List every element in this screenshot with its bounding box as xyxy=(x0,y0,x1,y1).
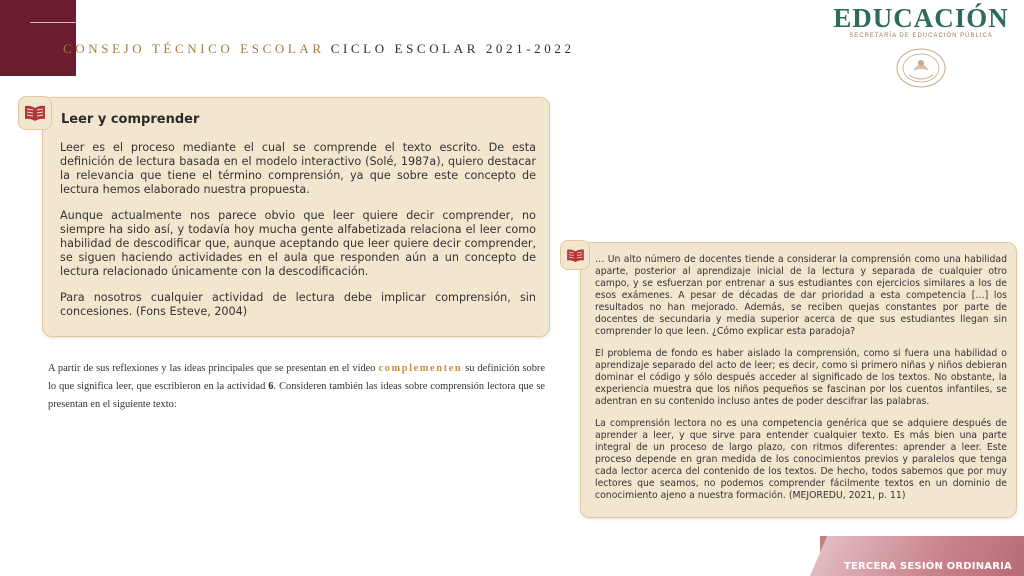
card-paragraph: El problema de fondo es haber aislado la comprensión, como si fuera una habilidad o aprendizaje separado del acto de leer; es decir, como si primero niñas y niños debieran dominar el código y sólo después acceder al significado de los textos. No obstante, la experiencia muestra que los niños pequeños se fascinan por los cuentos infantiles, se adentran en su contenido incluso antes de poder descifrar las palabras. xyxy=(595,348,1007,407)
header-cycle: CICLO ESCOLAR 2021-2022 xyxy=(330,41,575,56)
instruction-text: su definición sobre lo que significa leer, que escribieron en la actividad xyxy=(48,363,545,392)
card-paragraph: Leer es el proceso mediante el cual se comprende el texto escrito. De esta definición de lectura basada en el modelo interactivo (Solé, 1987a), quiero destacar la relevancia que tiene el término comprensión, ya que sobre este concepto de lectura hemos elaborado nuestra propuesta. xyxy=(60,141,536,196)
page-header xyxy=(63,41,575,57)
sep-logo xyxy=(826,4,1016,89)
card-body xyxy=(60,141,536,331)
logo-title: EDUCACIÓN xyxy=(833,3,1009,33)
session-label: TERCERA SESIÓN ORDINARIA xyxy=(843,561,1012,572)
instruction-text: . Consideren también las ideas sobre comprensión lectora que se presentan en el siguiente texto: xyxy=(48,381,545,410)
card-paragraph: Aunque actualmente nos parece obvio que leer quiere decir comprender, no siempre ha sido así, y todavía hoy mucha gente alfabetizada relaciona el leer como habilidad de descodificar que, aunque aceptando que leer quiere decir comprender, se siguen haciendo actividades en el aula que responden aún a un concepto de lectura relacionado únicamente con la descodificación. xyxy=(60,209,536,278)
corner-line xyxy=(30,22,76,23)
open-book-icon xyxy=(560,240,590,270)
header-council: CONSEJO TÉCNICO ESCOLAR xyxy=(63,41,325,56)
card-body xyxy=(595,254,1007,512)
instruction-paragraph xyxy=(48,360,545,414)
open-book-icon xyxy=(18,96,52,130)
activity-number: 6 xyxy=(268,381,274,392)
video-link[interactable]: complementen xyxy=(378,363,463,374)
seal-icon xyxy=(895,47,947,89)
card-paragraph: Para nosotros cualquier actividad de lectura debe implicar comprensión, sin concesiones. (Fons Esteve, 2004) xyxy=(60,291,536,318)
footer-banner xyxy=(820,536,1024,576)
corner-accent xyxy=(0,0,76,76)
card-title: Leer y comprender xyxy=(61,112,200,127)
card-paragraph: … Un alto número de docentes tiende a considerar la comprensión como una habilidad aparte, posterior al aprendizaje inicial de la lectura y separada de cualquier otro campo, y se esfuerzan por entrenar a sus estudiantes con ejercicios similares a los de esos exámenes. A pesar de décadas de dar prioridad a esta competencia […] los resultados no han mejorado. Además, se reciben quejas constantes por parte de docentes de secundaria y media superior acerca de que sus estudiantes llegan sin comprender lo que leen. ¿Cómo explicar esta paradoja? xyxy=(595,254,1007,337)
logo-subtitle: SECRETARÍA DE EDUCACIÓN PÚBLICA xyxy=(849,33,993,39)
card-paragraph: La comprensión lectora no es una competencia genérica que se adquiere después de aprender a leer, y que sirve para entender cualquier texto. Es más bien una parte integral de un proceso de largo plazo, con ritmos diferentes: aprender a leer. Este proceso depende en gran medida de los conocimientos previos y paralelos que tenga cada lector acerca del contenido de los textos. De hecho, todos sabemos que por muy lectores que seamos, no podemos comprender fácilmente textos en un dominio de conocimiento ajeno a nuestra formación. (MEJOREDU, 2021, p. 11) xyxy=(595,418,1007,501)
card-quote-mejoredu xyxy=(580,242,1017,518)
instruction-text: A partir de sus reflexiones y las ideas principales que se presentan en el video xyxy=(48,363,379,374)
card-read-understand xyxy=(42,97,550,337)
